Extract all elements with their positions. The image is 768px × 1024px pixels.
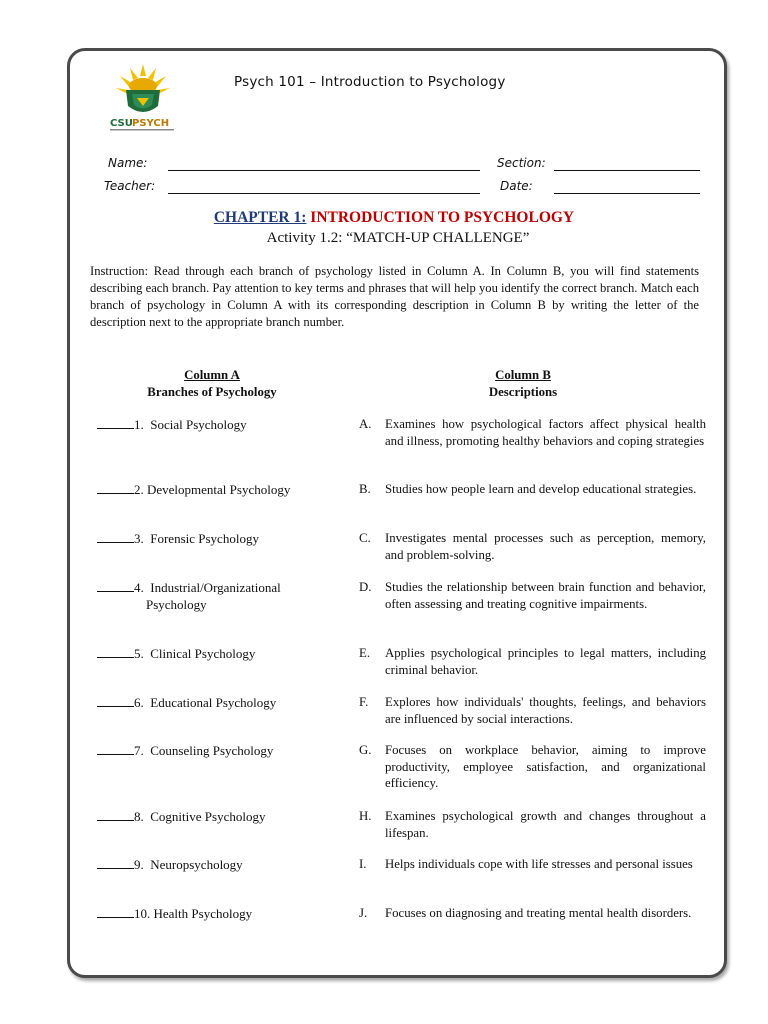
list-item: 5. Clinical Psychology — [97, 645, 255, 663]
name-field[interactable] — [168, 170, 480, 171]
list-item: 2. Developmental Psychology — [97, 481, 290, 499]
list-item: A. Examines how psychological factors affect physical health and illness, promoting healthy behaviors and coping strategies — [359, 417, 706, 448]
list-item: B. Studies how people learn and develop educational strategies. — [359, 482, 697, 496]
list-item: 8. Cognitive Psychology — [97, 808, 265, 826]
column-b-header — [423, 367, 623, 400]
csu-psych-logo — [108, 62, 178, 134]
list-item: D. Studies the relationship between brain function and behavior, often assessing and treating cognitive impairments. — [359, 580, 706, 611]
column-b-subtitle: Descriptions — [488, 384, 558, 399]
list-item: G. Focuses on workplace behavior, aiming to improve productivity, employee satisfaction, and organizational efficiency. — [359, 743, 706, 790]
course-title: Psych 101 – Introduction to Psychology — [234, 74, 506, 90]
column-a-header — [112, 367, 312, 400]
column-a-title: Column A — [184, 368, 240, 382]
teacher-label: Teacher: — [104, 179, 156, 193]
list-item: 3. Forensic Psychology — [97, 530, 259, 548]
date-field[interactable] — [554, 193, 700, 194]
list-item: 1. Social Psychology — [97, 416, 247, 434]
chapter-number: CHAPTER 1: — [213, 209, 307, 226]
answer-blank[interactable] — [97, 416, 134, 429]
list-item: 6. Educational Psychology — [97, 694, 276, 712]
list-item: 10. Health Psychology — [97, 905, 252, 923]
answer-blank[interactable] — [97, 856, 134, 869]
list-item: I. Helps individuals cope with life stresses and personal issues — [359, 857, 693, 871]
list-item: 4. Industrial/Organizational Psychology — [97, 579, 281, 613]
answer-blank[interactable] — [97, 481, 134, 494]
name-label: Name: — [108, 156, 148, 170]
answer-blank[interactable] — [97, 905, 134, 918]
list-item: E. Applies psychological principles to legal matters, including criminal behavior. — [359, 646, 706, 677]
answer-blank[interactable] — [97, 808, 134, 821]
list-item: C. Investigates mental processes such as perception, memory, and problem-solving. — [359, 531, 706, 562]
list-item: 7. Counseling Psychology — [97, 742, 273, 760]
instruction-text: Instruction: Read through each branch of psychology listed in Column A. In Column B, you will find statements describing each branch. Pay attention to key terms and phrases that will help you identify the correct branch. Match each branch of psychology in Column A with its corresponding description in Column B by writing the letter of the description next to the appropriate branch number. — [90, 264, 699, 329]
column-b-title: Column B — [495, 368, 551, 382]
answer-blank[interactable] — [97, 645, 134, 658]
svg-text:PSYCH: PSYCH — [132, 118, 170, 129]
list-item: H. Examines psychological growth and changes throughout a lifespan. — [359, 809, 706, 840]
svg-text:CSU: CSU — [110, 118, 133, 129]
chapter-title: INTRODUCTION TO PSYCHOLOGY — [310, 209, 575, 226]
answer-blank[interactable] — [97, 530, 134, 543]
answer-blank[interactable] — [97, 579, 134, 592]
section-label: Section: — [497, 156, 546, 170]
teacher-field[interactable] — [168, 193, 480, 194]
activity-title: Activity 1.2: “MATCH-UP CHALLENGE” — [266, 230, 530, 246]
list-item: 9. Neuropsychology — [97, 856, 243, 874]
date-label: Date: — [500, 179, 533, 193]
chapter-heading — [0, 209, 768, 227]
section-field[interactable] — [554, 170, 700, 171]
column-a-subtitle: Branches of Psychology — [147, 384, 277, 399]
list-item: F. Explores how individuals' thoughts, feelings, and behaviors are influenced by social interactions. — [359, 695, 706, 726]
answer-blank[interactable] — [97, 694, 134, 707]
answer-blank[interactable] — [97, 742, 134, 755]
list-item: J. Focuses on diagnosing and treating mental health disorders. — [359, 906, 692, 920]
